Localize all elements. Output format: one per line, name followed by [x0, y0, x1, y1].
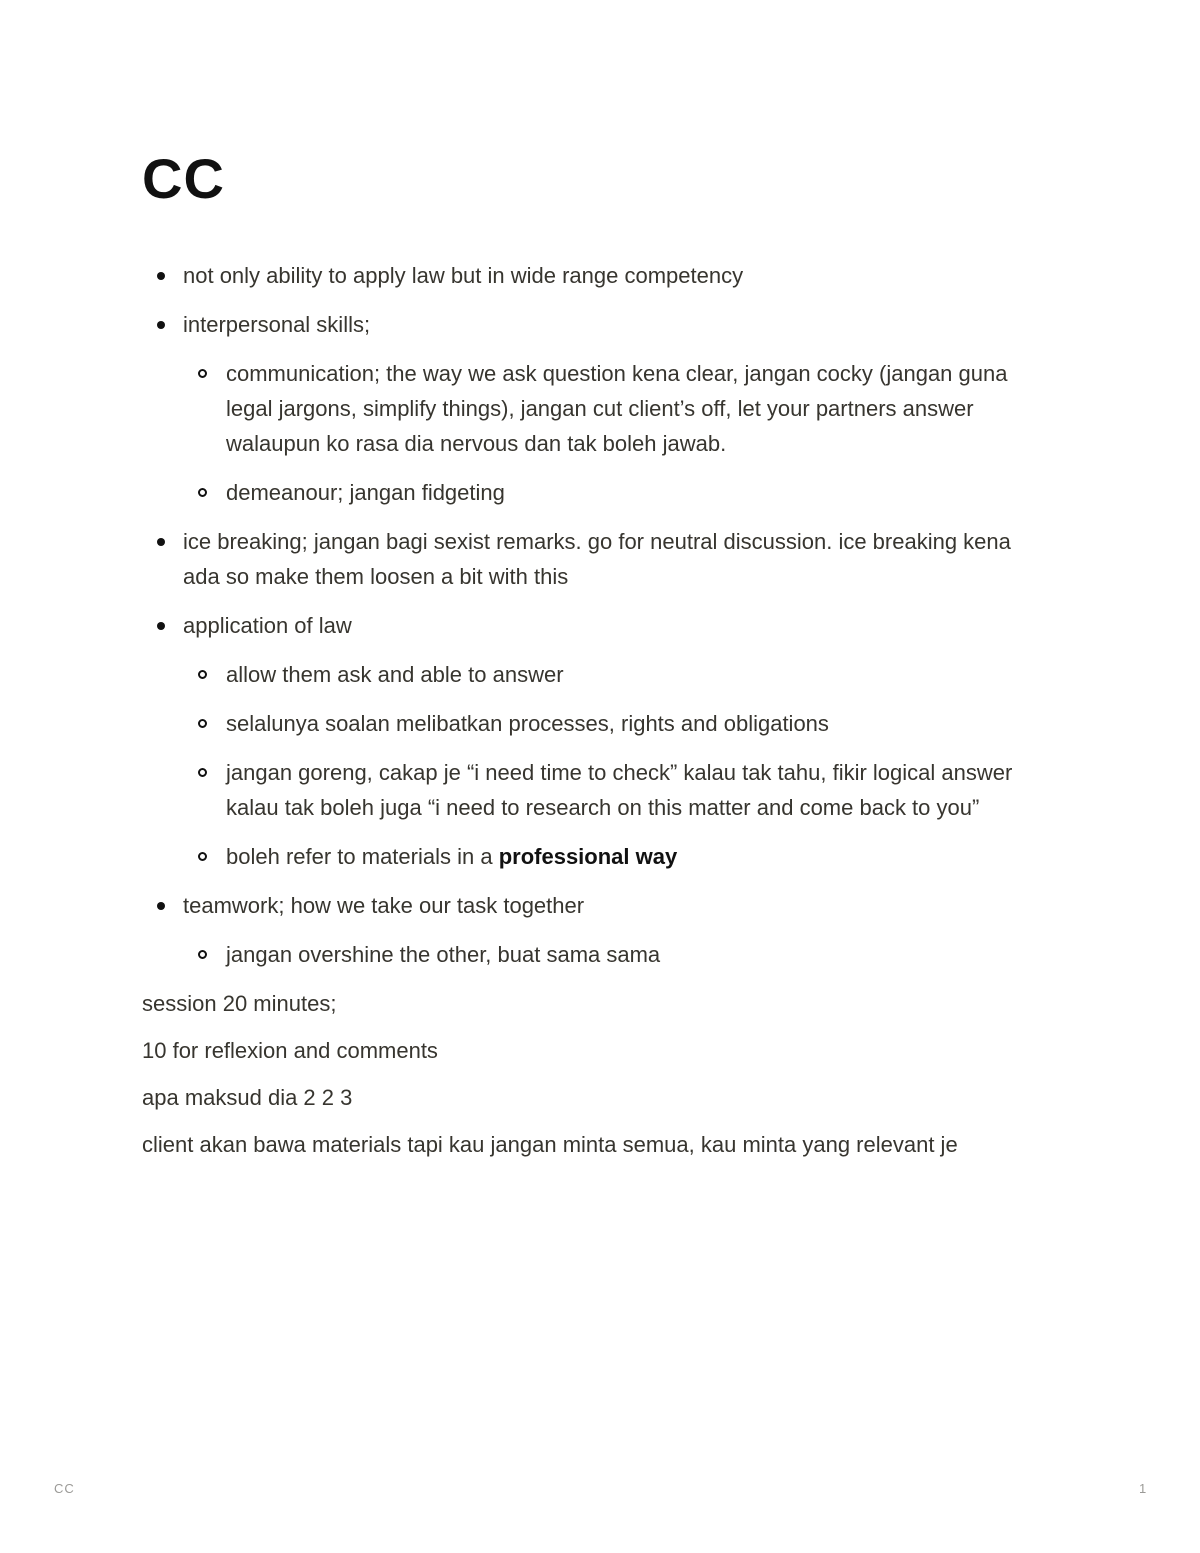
list-item: [142, 888, 1042, 972]
bullet-dot-icon: [157, 272, 165, 280]
bullet-dot-icon: [157, 538, 165, 546]
sub-list-item-text: communication; the way we ask question kena clear, jangan cocky (jangan guna legal jargons, simplify things), jangan cut client’s off, let your partners answer walaupun ko rasa dia nervous dan tak boleh jawab.: [226, 361, 1008, 456]
list-item-text: application of law: [183, 613, 352, 638]
bullet-circle-icon: [198, 768, 207, 777]
bullet-circle-icon: [198, 950, 207, 959]
list-item-text: ice breaking; jangan bagi sexist remarks. go for neutral discussion. ice breaking kena ada so make them loosen a bit with this: [183, 529, 1011, 589]
footer-title: CC: [54, 1481, 75, 1496]
sub-list-item: [183, 356, 1036, 461]
sub-list-item-text: jangan overshine the other, buat sama sama: [226, 942, 661, 967]
sub-list-item: [183, 706, 1036, 741]
sub-list-item: [183, 755, 1036, 825]
bullet-circle-icon: [198, 719, 207, 728]
paragraph: 10 for reflexion and comments: [142, 1038, 438, 1063]
bullet-dot-icon: [157, 902, 165, 910]
list-item-text: not only ability to apply law but in wide range competency: [183, 263, 744, 288]
bullet-dot-icon: [157, 321, 165, 329]
sub-list-item: [183, 839, 1036, 874]
list-item: [142, 258, 1042, 293]
sub-list-item: [183, 937, 1036, 972]
bold-text: professional way: [498, 844, 678, 869]
bullet-dot-icon: [157, 622, 165, 630]
page-number: 1: [1139, 1481, 1147, 1496]
sub-list-item: [183, 475, 1036, 510]
sub-list: [183, 937, 1042, 972]
page-title: CC: [142, 147, 225, 210]
sub-list-item-text: boleh refer to materials in a: [226, 844, 499, 869]
bullet-circle-icon: [198, 852, 207, 861]
list-item: [142, 307, 1042, 510]
sub-list: [183, 657, 1042, 874]
bullet-circle-icon: [198, 488, 207, 497]
paragraph: apa maksud dia 2 2 3: [142, 1085, 353, 1110]
sub-list-item-text: demeanour; jangan fidgeting: [226, 480, 505, 505]
list-item: [142, 608, 1042, 874]
list-item-text: interpersonal skills;: [183, 312, 371, 337]
sub-list: [183, 356, 1042, 510]
document-body: [142, 258, 1042, 1174]
bullet-circle-icon: [198, 670, 207, 679]
list-item-text: teamwork; how we take our task together: [183, 893, 585, 918]
bullet-list: [142, 258, 1042, 972]
paragraph: session 20 minutes;: [142, 991, 337, 1016]
list-item: [142, 524, 1042, 594]
sub-list-item-text: allow them ask and able to answer: [226, 662, 564, 687]
sub-list-item-text: selalunya soalan melibatkan processes, rights and obligations: [226, 711, 829, 736]
paragraph: client akan bawa materials tapi kau jangan minta semua, kau minta yang relevant je: [142, 1132, 958, 1157]
bullet-circle-icon: [198, 369, 207, 378]
sub-list-item: [183, 657, 1036, 692]
sub-list-item-text: jangan goreng, cakap je “i need time to check” kalau tak tahu, fikir logical answer kalau tak boleh juga “i need to research on this matter and come back to you”: [226, 760, 1013, 820]
